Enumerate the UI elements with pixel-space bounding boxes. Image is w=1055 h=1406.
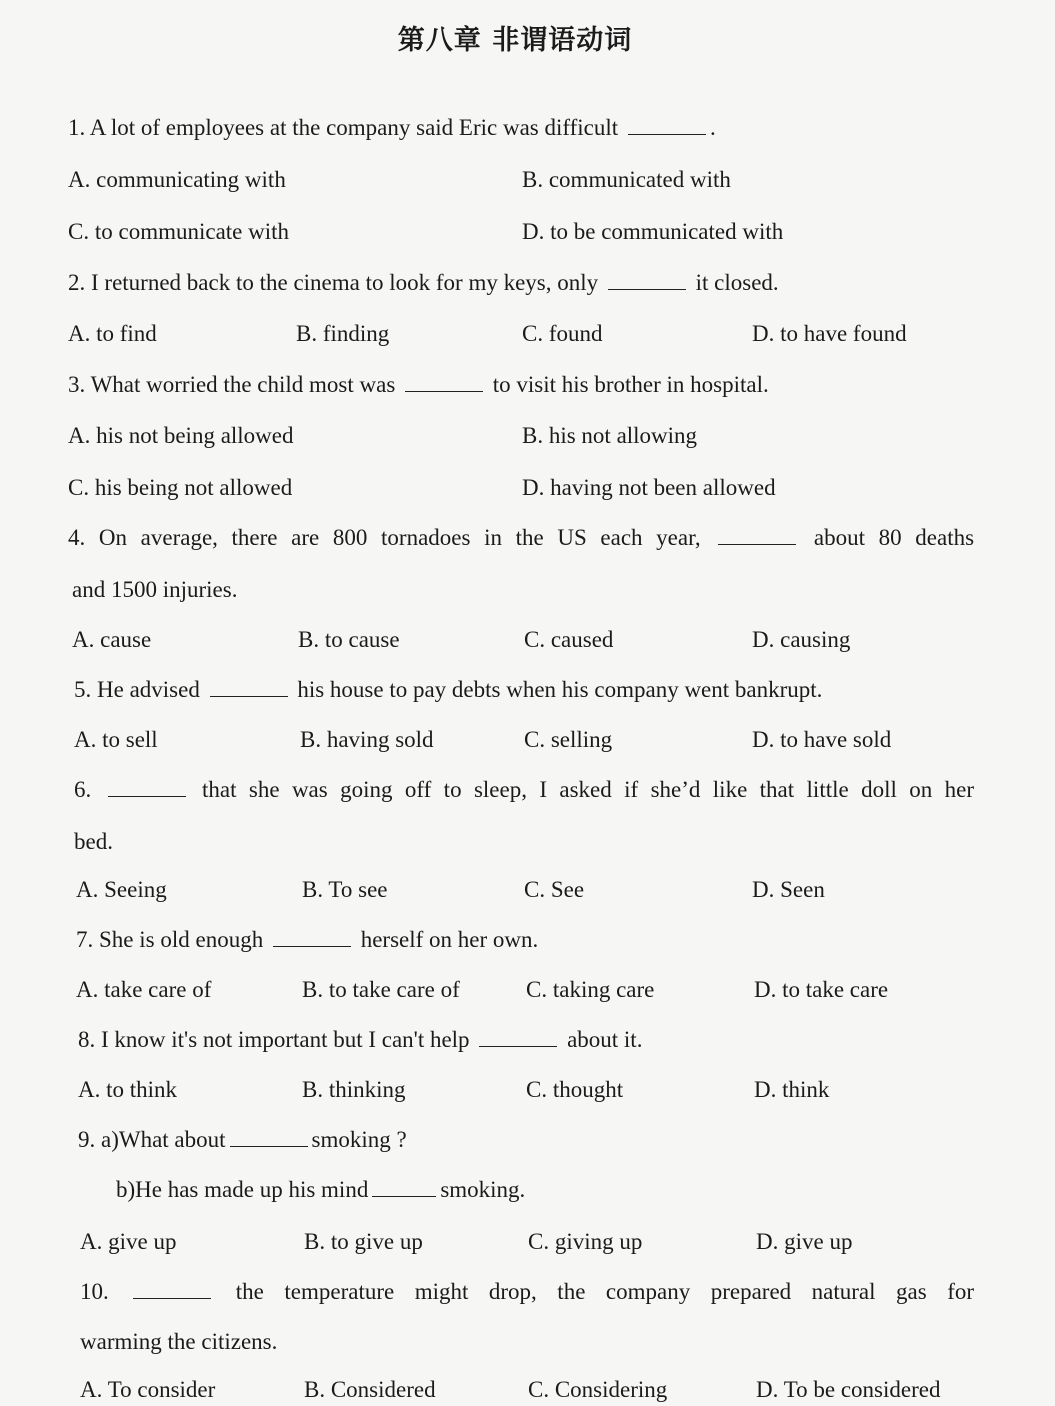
question-9-part-b	[116, 1176, 1022, 1204]
question-text: A lot of employees at the company said Eric was difficult	[89, 115, 619, 140]
option-a: A. Seeing	[76, 877, 167, 902]
question-text-after: to visit his brother in hospital.	[492, 372, 769, 397]
answer-blank	[372, 1176, 436, 1197]
answer-blank	[108, 776, 186, 797]
question-6	[74, 776, 974, 804]
question-text-after: the temperature might drop, the company prepared natural gas for	[235, 1279, 975, 1304]
question-text: On average, there are 800 tornadoes in the US each year,	[98, 525, 701, 550]
question-text: He advised	[97, 677, 200, 702]
question-3	[68, 371, 974, 399]
option-d: D. having not been allowed	[522, 475, 776, 500]
question-10-continued: warming the citizens.	[80, 1329, 278, 1354]
question-number: 7.	[76, 927, 94, 952]
question-text-after: that she was going off to sleep, I asked if she’d like that little doll on her	[202, 777, 974, 802]
question-number: 2.	[68, 270, 86, 295]
question-8	[78, 1026, 984, 1054]
question-text-after: herself on her own.	[360, 927, 539, 952]
question-text-after: about it.	[567, 1027, 643, 1052]
question-text: She is old enough	[99, 927, 264, 952]
option-b: B. to take care of	[302, 977, 460, 1002]
option-b: B. his not allowing	[522, 423, 698, 448]
question-text: I know it's not important but I can't help	[101, 1027, 470, 1052]
option-c: C. Considering	[528, 1377, 668, 1402]
answer-blank	[230, 1126, 308, 1147]
question-text-after: it closed.	[695, 270, 779, 295]
option-b: B. to cause	[298, 627, 400, 652]
option-d: D. To be considered	[756, 1377, 941, 1402]
option-b: B. communicated with	[522, 167, 731, 192]
option-a: A. To consider	[80, 1377, 216, 1402]
option-c: C. caused	[524, 627, 614, 652]
answer-blank	[133, 1278, 211, 1299]
answer-blank	[608, 269, 686, 290]
option-d: D. to take care	[754, 977, 889, 1002]
option-c: C. to communicate with	[68, 219, 290, 244]
option-a: A. his not being allowed	[68, 423, 294, 448]
question-number: 4.	[68, 525, 86, 550]
option-c: C. thought	[526, 1077, 624, 1102]
question-10	[80, 1278, 974, 1306]
option-d: D. give up	[756, 1229, 853, 1254]
answer-blank	[718, 524, 796, 545]
option-b: B. to give up	[304, 1229, 423, 1254]
question-text: I returned back to the cinema to look for my keys, only	[91, 270, 599, 295]
answer-blank	[628, 114, 706, 135]
option-c: C. giving up	[528, 1229, 643, 1254]
answer-blank	[479, 1026, 557, 1047]
question-number: 3.	[68, 372, 86, 397]
question-text: b)He has made up his mind	[116, 1177, 369, 1202]
question-5	[74, 676, 980, 704]
option-a: A. to find	[68, 321, 157, 346]
option-a: A. communicating with	[68, 167, 286, 192]
option-a: A. to sell	[74, 727, 158, 752]
option-c: C. found	[522, 321, 603, 346]
option-d: D. to have found	[752, 321, 907, 346]
option-a: A. to think	[78, 1077, 178, 1102]
question-text-after: smoking.	[440, 1177, 526, 1202]
question-number: 5.	[74, 677, 92, 702]
question-7	[76, 926, 982, 954]
question-text-after: .	[709, 115, 716, 140]
question-number: 9.	[78, 1127, 96, 1152]
option-b: B. thinking	[302, 1077, 406, 1102]
option-d: D. Seen	[752, 877, 825, 902]
question-9	[78, 1126, 984, 1154]
answer-blank	[273, 926, 351, 947]
question-number: 10.	[80, 1279, 109, 1304]
option-d: D. think	[754, 1077, 830, 1102]
option-c: C. his being not allowed	[68, 475, 293, 500]
question-6-continued: bed.	[74, 829, 113, 854]
question-text: What worried the child most was	[90, 372, 396, 397]
question-text-after: his house to pay debts when his company went bankrupt.	[297, 677, 823, 702]
answer-blank	[210, 676, 288, 697]
question-1	[68, 114, 974, 142]
option-a: A. give up	[80, 1229, 177, 1254]
option-b: B. Considered	[304, 1377, 436, 1402]
option-b: B. finding	[296, 321, 390, 346]
answer-blank	[405, 371, 483, 392]
question-number: 8.	[78, 1027, 96, 1052]
option-d: D. to be communicated with	[522, 219, 784, 244]
option-b: B. having sold	[300, 727, 434, 752]
option-a: A. cause	[72, 627, 152, 652]
option-c: C. selling	[524, 727, 613, 752]
chapter-title: 第八章 非谓语动词	[397, 25, 633, 56]
question-2	[68, 269, 974, 297]
question-number: 1.	[68, 115, 86, 140]
option-b: B. To see	[302, 877, 388, 902]
option-c: C. taking care	[526, 977, 655, 1002]
question-4-continued: and 1500 injuries.	[72, 577, 238, 602]
question-text-after: smoking ?	[311, 1127, 407, 1152]
question-number: 6.	[74, 777, 92, 802]
option-c: C. See	[524, 877, 585, 902]
option-a: A. take care of	[76, 977, 212, 1002]
question-text-after: about 80 deaths	[813, 525, 975, 550]
option-d: D. causing	[752, 627, 851, 652]
question-4	[68, 524, 974, 552]
option-d: D. to have sold	[752, 727, 892, 752]
question-text: a)What about	[101, 1127, 226, 1152]
